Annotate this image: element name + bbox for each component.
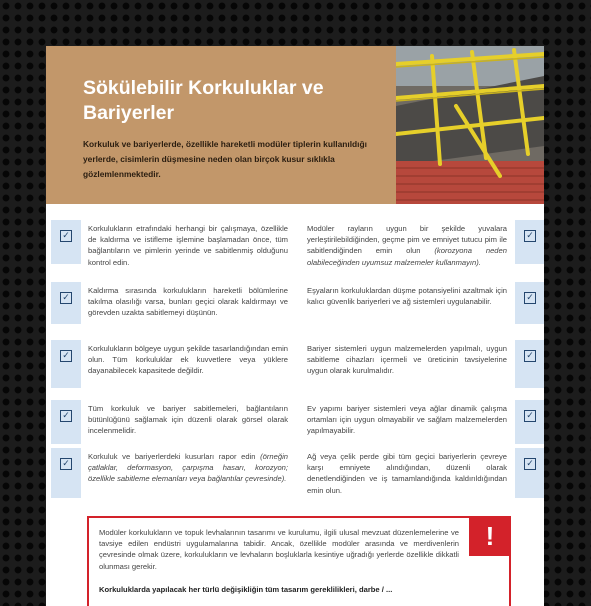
warning-box bbox=[87, 516, 511, 606]
warning-text: Modüler korkulukların ve topuk levhalarının tasarımı ve kurulumu, ilgili ulusal mevzuat düzenlemelerine ve tavsiye edilen endüstri uygulamalarına tabidir. Ancak, özellikle modüler arasında ve merdivenlerin çevresinde olmak üzere, korkulukların ve levhaların boşluklarla kesintiye uğradığı yerlerde özellikle dikkatli olunması gerekir. bbox=[99, 528, 459, 571]
list-item: Eşyaların korkuluklardan düşme potansiyelini azaltmak için kalıcı güvenlik bariyerleri ve ağ sistemleri uygulanabilir. bbox=[307, 286, 507, 307]
check-box-icon: ✓ bbox=[515, 448, 544, 498]
header-banner bbox=[46, 46, 544, 204]
check-box-icon: ✓ bbox=[51, 400, 81, 444]
warning-bold-text: Korkuluklarda yapılacak her türlü değişikliğin tüm tasarım gereklilikleri, darbe / ... bbox=[99, 585, 393, 594]
document-page bbox=[46, 46, 544, 606]
list-item: Ağ veya çelik perde gibi tüm geçici bariyerlerin çevreye karşı emniyete alındığından, düzenli olarak denetlendiğinden ve iş tamamlandığında kaldırıldığından emin olun. bbox=[307, 452, 507, 495]
list-item: Modüler rayların uygun bir şekilde yuvalara yerleştirilebildiğinden, geçme pim ve emniyet tutucu pim ile sabitlendiğinden emin olun (korozyona neden olabileceğinden uyumsuz malzemeler kullanmayın). bbox=[307, 224, 507, 267]
check-box-icon: ✓ bbox=[51, 448, 81, 498]
exclamation-icon: ! bbox=[469, 516, 511, 556]
list-item: Korkuluk ve bariyerlerdeki kusurları rapor edin (örneğin çatlaklar, deformasyon, çarpışma hasarı, korozyon; özellikle sabitleme elemanları veya bağlantılar çevresinde). bbox=[88, 452, 288, 484]
check-box-icon: ✓ bbox=[51, 340, 81, 388]
list-item: Korkulukların bölgeye uygun şekilde tasarlandığından emin olun. Tüm korkuluklar ek kuvvetlere veya yüklere dayanabilecek kapasitede değildir. bbox=[88, 344, 288, 376]
check-box-icon: ✓ bbox=[51, 282, 81, 324]
check-box-icon: ✓ bbox=[515, 220, 544, 264]
list-item: Bariyer sistemleri uygun malzemelerden yapılmalı, uygun sabitleme cihazları içermeli ve üreticinin tavsiyelerine uygun olarak kurulmalıdır. bbox=[307, 344, 507, 376]
check-box-icon: ✓ bbox=[515, 400, 544, 444]
railing-photo bbox=[396, 46, 544, 204]
check-box-icon: ✓ bbox=[51, 220, 81, 264]
list-item: Tüm korkuluk ve bariyer sabitlemeleri, bağlantıların bütünlüğünü sağlamak için düzenli olarak görsel olarak incelenmelidir. bbox=[88, 404, 288, 436]
page-title: Sökülebilir Korkuluklar ve Bariyerler bbox=[83, 77, 324, 124]
check-box-icon: ✓ bbox=[515, 282, 544, 324]
list-item: Kaldırma sırasında korkulukların hareketli bölümlerine takılma olasılığı varsa, bunları geçici olarak kaldırmayı ve görevden uzakta sabitlemeyi düşünün. bbox=[88, 286, 288, 318]
list-item: Korkulukların etrafındaki herhangi bir çalışmaya, özellikle de kaldırma ve istifleme işlemine başlamadan önce, tüm bağlantıların ve pimlerin yerinde ve sabitlenmiş olduğunu kontrol edin. bbox=[88, 224, 288, 267]
page-subtitle: Korkuluk ve bariyerlerde, özellikle hareketli modüler tiplerin kullanıldığı yerlerde, cisimlerin düşmesine neden olan birçok kusur sıklıkla gözlemlenmektedir. bbox=[83, 139, 367, 179]
check-box-icon: ✓ bbox=[515, 340, 544, 388]
list-item: Ev yapımı bariyer sistemleri veya ağlar dinamik çalışma ortamları için uygun olmayabilir ve sağlam malzemelerden yapılmayabilir. bbox=[307, 404, 507, 436]
